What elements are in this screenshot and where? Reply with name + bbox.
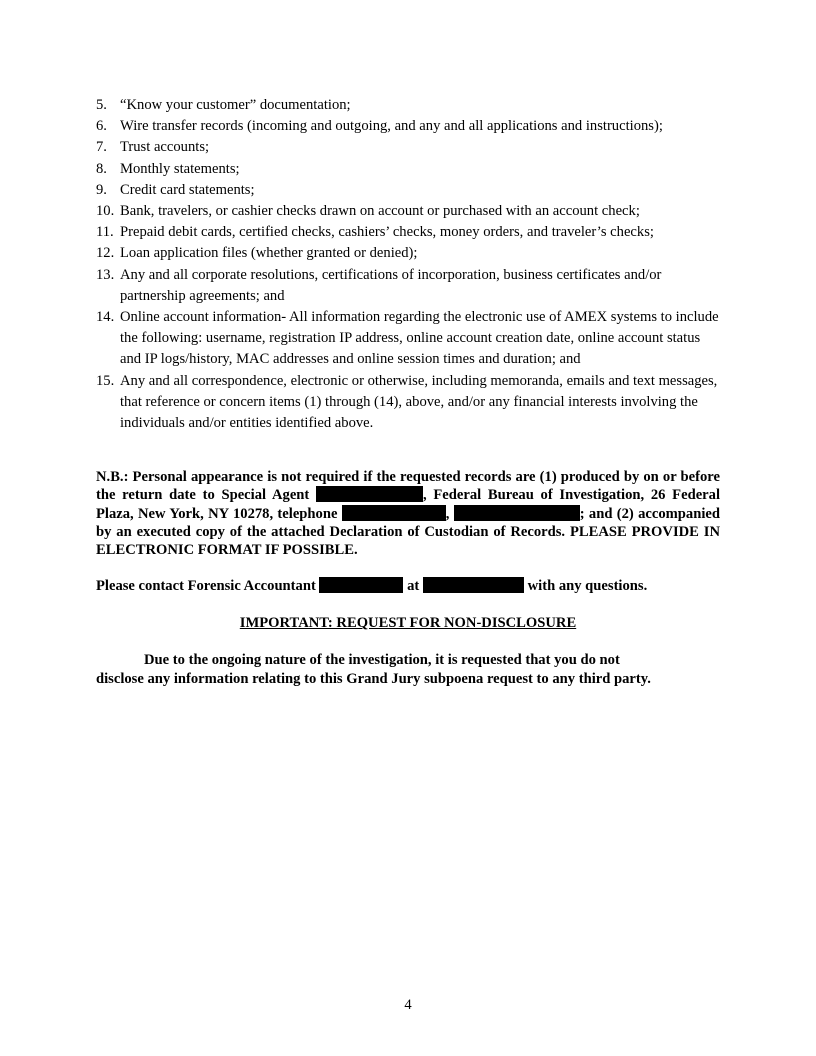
list-item: 13. Any and all corporate resolutions, certifications of incorporation, business certificates and/or partnership agreements; and <box>96 266 662 304</box>
page-number: 4 <box>404 997 412 1013</box>
non-disclosure-line-1: Due to the ongoing nature of the investigation, it is requested that you do not <box>144 652 620 669</box>
non-disclosure-heading: IMPORTANT: REQUEST FOR NON-DISCLOSURE <box>239 615 577 632</box>
list-item: 7. Trust accounts; <box>96 139 210 156</box>
list-item: 10. Bank, travelers, or cashier checks drawn on account or purchased with an account check; <box>96 203 640 220</box>
redacted-agent-name <box>316 486 423 502</box>
list-item: 9. Credit card statements; <box>96 181 255 198</box>
records-list <box>96 95 720 434</box>
nb-text-1: N.B.: Personal appearance is not required if the requested records are (1) produced by on or before the return date to Special Agent <box>96 469 720 504</box>
list-item: 15. Any and all correspondence, electronic or otherwise, including memoranda, emails and text messages, that reference or concern items (1) through (14), above, and/or any financial interests involving the individuals and/or entities identified above. <box>96 372 718 432</box>
list-item: 11. Prepaid debit cards, certified checks, cashiers’ checks, money orders, and traveler’s checks; <box>96 224 654 241</box>
nb-text-4: ; and (2) accompanied by an executed copy of the attached Declaration of Custodian of Records. PLEASE PROVIDE IN ELECTRONIC FORMAT IF POSSIBLE. <box>96 505 720 559</box>
list-item: 6. Wire transfer records (incoming and outgoing, and any and all applications and instructions); <box>96 118 663 135</box>
nb-text-2: , Federal Bureau of Investigation, 26 Federal Plaza, New York, NY 10278, telephone <box>96 487 720 522</box>
non-disclosure-line-2: disclose any information relating to this Grand Jury subpoena request to any third party. <box>96 670 651 687</box>
list-item: 8. Monthly statements; <box>96 160 240 177</box>
list-item: 14. Online account information- All information regarding the electronic use of AMEX systems to include the following: username, registration IP address, online account creation date, online account status and IP logs/history, MAC addresses and online session times and duration; and <box>96 309 719 368</box>
nb-text-3: , <box>445 505 450 522</box>
list-item: 12. Loan application files (whether granted or denied); <box>96 245 418 262</box>
redacted-accountant-name <box>319 577 403 593</box>
contact-paragraph <box>96 577 720 595</box>
document-body <box>96 95 720 688</box>
list-item: 5. “Know your customer” documentation; <box>96 97 351 113</box>
contact-text-2: at <box>407 578 420 595</box>
redacted-contact-phone <box>423 577 524 593</box>
redacted-telephone-1 <box>342 505 446 521</box>
redacted-telephone-2 <box>454 505 580 521</box>
contact-text-1: Please contact Forensic Accountant <box>96 578 316 595</box>
non-disclosure-paragraph <box>96 651 720 687</box>
nb-paragraph <box>96 468 720 559</box>
contact-text-3: with any questions. <box>527 578 648 595</box>
